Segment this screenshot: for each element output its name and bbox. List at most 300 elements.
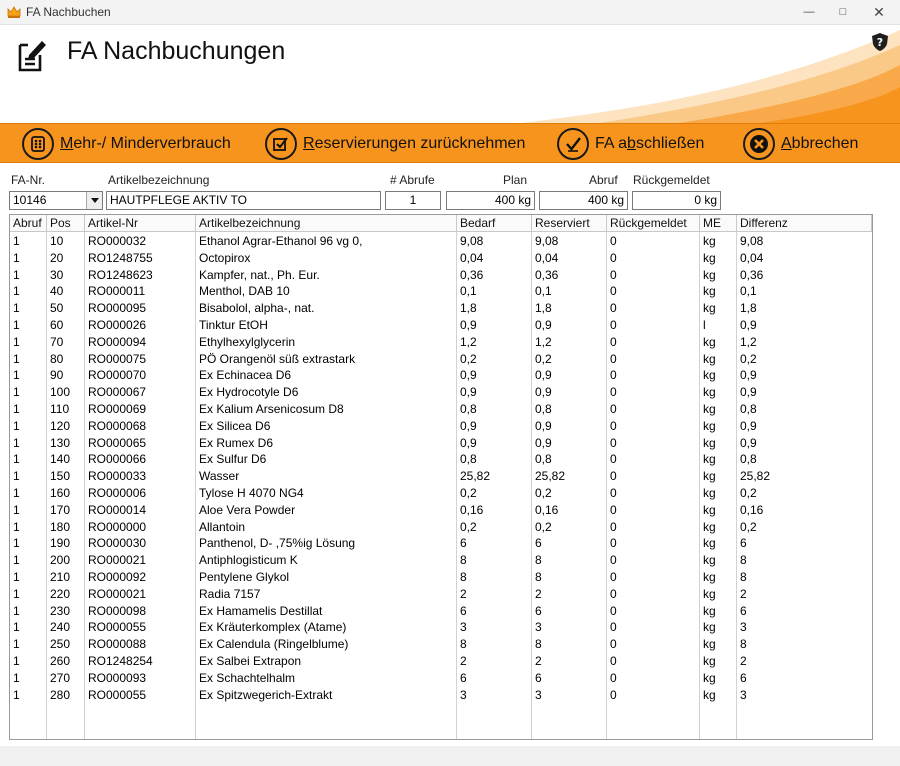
table-cell: 1 xyxy=(13,234,20,248)
table-cell: 6 xyxy=(535,603,542,618)
table-cell: 1 xyxy=(13,385,20,400)
table-cell: 160 xyxy=(50,485,71,500)
table-cell: 0,9 xyxy=(740,418,757,433)
table-cell: kg xyxy=(703,553,716,568)
table-cell: 190 xyxy=(50,536,71,551)
table-cell: RO000055 xyxy=(88,687,147,702)
abbrechen-label: Abbrechen xyxy=(781,135,859,152)
table-cell: 1 xyxy=(13,317,20,332)
table-row[interactable] xyxy=(10,250,872,267)
table-cell: 1 xyxy=(13,250,20,265)
fa-abschliessen-label: FA abschließen xyxy=(595,135,705,152)
table-cell: 2 xyxy=(460,653,467,668)
table-cell: Radia 7157 xyxy=(199,586,261,601)
table-cell: Ex Silicea D6 xyxy=(199,418,271,433)
table-cell: Ex Hydrocotyle D6 xyxy=(199,385,299,400)
table-cell: RO000006 xyxy=(88,485,147,500)
table-cell: 8 xyxy=(740,553,747,568)
table-cell: PÖ Orangenöl süß extrastark xyxy=(199,351,356,366)
column-header[interactable]: Rückgemeldet xyxy=(607,215,700,232)
rueckgemeldet-label: Rückgemeldet xyxy=(633,173,710,187)
table-cell: 3 xyxy=(740,687,747,702)
table-cell: 1 xyxy=(13,553,20,568)
table-row[interactable] xyxy=(10,687,872,704)
table-cell: 0,36 xyxy=(535,267,559,282)
table-cell: RO000065 xyxy=(88,435,147,450)
table-cell: 1 xyxy=(13,334,20,349)
table-cell: 0,2 xyxy=(535,485,552,500)
artikelbezeichnung-field[interactable]: HAUTPFLEGE AKTIV TO xyxy=(106,191,381,210)
grid-dots-icon xyxy=(22,128,54,160)
fa-nr-label: FA-Nr. xyxy=(11,173,46,187)
column-header[interactable]: Pos xyxy=(47,215,85,232)
table-cell: 0,1 xyxy=(740,284,757,299)
column-header[interactable]: Bedarf xyxy=(457,215,532,232)
table-cell: Aloe Vera Powder xyxy=(199,502,296,517)
table-cell: 230 xyxy=(50,603,71,618)
table-header xyxy=(10,215,872,232)
table-cell: RO000033 xyxy=(88,469,147,484)
table-cell: 0 xyxy=(610,250,617,265)
table-cell: 3 xyxy=(460,687,467,702)
table-cell: 6 xyxy=(740,670,747,685)
cancel-x-icon xyxy=(743,128,775,160)
table-cell: RO000011 xyxy=(88,284,146,299)
table-cell: 0,9 xyxy=(460,435,477,450)
table-cell: 8 xyxy=(535,569,542,584)
table-cell: Wasser xyxy=(199,469,240,484)
table-cell: 1 xyxy=(13,301,20,316)
table-cell: 0,36 xyxy=(740,267,764,282)
table-cell: 1 xyxy=(13,620,20,635)
material-table[interactable] xyxy=(9,214,873,740)
fa-abschliessen-button[interactable] xyxy=(557,128,704,160)
table-cell: kg xyxy=(703,452,716,467)
table-cell: 1,8 xyxy=(535,301,552,316)
status-bar xyxy=(0,746,900,766)
column-header[interactable]: ME xyxy=(700,215,737,232)
fa-header-form xyxy=(0,165,900,213)
table-cell: 260 xyxy=(50,653,71,668)
table-cell: 1,2 xyxy=(535,334,552,349)
table-cell: 0 xyxy=(610,620,617,635)
table-cell: kg xyxy=(703,351,716,366)
table-cell: RO000014 xyxy=(88,502,147,517)
table-cell: Ex Sulfur D6 xyxy=(199,452,267,467)
table-cell: RO000094 xyxy=(88,334,147,349)
rueckgemeldet-field[interactable]: 0 kg xyxy=(632,191,721,210)
table-cell: 1 xyxy=(13,401,20,416)
table-cell: 0,9 xyxy=(535,385,552,400)
table-cell: 0,2 xyxy=(535,351,552,366)
table-cell: 0 xyxy=(610,301,617,316)
table-cell: RO000068 xyxy=(88,418,147,433)
table-cell: 0,2 xyxy=(535,519,552,534)
table-cell: 1 xyxy=(13,637,20,652)
table-cell: 130 xyxy=(50,435,71,450)
table-cell: 8 xyxy=(460,637,467,652)
table-row[interactable] xyxy=(10,619,872,636)
table-cell: 1 xyxy=(13,569,20,584)
table-cell: Ex Hamamelis Destillat xyxy=(199,603,323,618)
table-cell: l xyxy=(703,317,706,332)
table-cell: Ex Schachtelhalm xyxy=(199,670,296,685)
table-cell: 0,9 xyxy=(460,418,477,433)
table-row[interactable] xyxy=(10,367,872,384)
table-cell: 1 xyxy=(13,267,20,282)
artikelbezeichnung-label: Artikelbezeichnung xyxy=(108,173,210,187)
table-row[interactable] xyxy=(10,519,872,536)
table-cell: 9,08 xyxy=(535,234,559,248)
table-row[interactable] xyxy=(10,300,872,317)
abbrechen-button[interactable] xyxy=(743,128,858,160)
maximize-button[interactable]: □ xyxy=(839,6,847,18)
table-cell: 0,9 xyxy=(460,385,477,400)
table-cell: 2 xyxy=(460,586,467,601)
table-row[interactable] xyxy=(10,468,872,485)
table-cell: 0,2 xyxy=(740,485,757,500)
table-cell: RO000000 xyxy=(88,519,147,534)
table-cell: 0 xyxy=(610,519,617,534)
abruf-label: Abruf xyxy=(589,173,618,187)
table-cell: 0,9 xyxy=(535,418,552,433)
table-cell: 0 xyxy=(610,502,617,517)
table-row[interactable] xyxy=(10,586,872,603)
table-cell: 0,2 xyxy=(460,519,477,534)
table-cell: 0,04 xyxy=(460,250,484,265)
table-cell: Tinktur EtOH xyxy=(199,317,268,332)
table-cell: 0,2 xyxy=(460,485,477,500)
table-row[interactable] xyxy=(10,653,872,670)
table-cell: 250 xyxy=(50,637,71,652)
table-cell: 1 xyxy=(13,435,20,450)
table-cell: 270 xyxy=(50,670,71,685)
table-row[interactable] xyxy=(10,317,872,334)
table-cell: 0 xyxy=(610,435,617,450)
table-cell: Allantoin xyxy=(199,519,246,534)
table-cell: kg xyxy=(703,284,716,299)
table-cell: 9,08 xyxy=(460,234,484,248)
table-cell: kg xyxy=(703,687,716,702)
table-cell: 1 xyxy=(13,368,20,383)
shield-question-icon[interactable] xyxy=(870,32,890,52)
table-cell: 0 xyxy=(610,637,617,652)
table-cell: 0 xyxy=(610,603,617,618)
table-cell: 0,2 xyxy=(740,351,757,366)
table-cell: 25,82 xyxy=(740,469,771,484)
table-cell: 1 xyxy=(13,687,20,702)
mehr-minderverbrauch-button[interactable] xyxy=(22,128,231,160)
mehr-minderverbrauch-label: Mehr-/ Minderverbrauch xyxy=(60,135,231,152)
table-cell: 0 xyxy=(610,418,617,433)
table-cell: 1 xyxy=(13,653,20,668)
table-cell: Ex Spitzwegerich-Extrakt xyxy=(199,687,333,702)
table-row[interactable] xyxy=(10,535,872,552)
table-cell: 0,9 xyxy=(740,435,757,450)
table-cell: 6 xyxy=(460,670,467,685)
column-header[interactable]: Artikelbezeichnung xyxy=(196,215,457,232)
close-button[interactable]: ✕ xyxy=(873,4,885,20)
table-cell: 0,2 xyxy=(460,351,477,366)
table-cell: 0 xyxy=(610,317,617,332)
table-cell: 0,1 xyxy=(535,284,552,299)
table-cell: 0,2 xyxy=(740,519,757,534)
table-cell: 10 xyxy=(50,234,64,248)
table-cell: 1 xyxy=(13,284,20,299)
table-cell: 0 xyxy=(610,586,617,601)
table-cell: 0 xyxy=(610,452,617,467)
abrufe-field[interactable]: 1 xyxy=(385,191,441,210)
title-bar xyxy=(0,0,900,25)
table-cell: RO000026 xyxy=(88,317,147,332)
abrufe-label: # Abrufe xyxy=(390,173,435,187)
column-header[interactable]: Abruf xyxy=(10,215,47,232)
table-cell: Ex Echinacea D6 xyxy=(199,368,292,383)
table-cell: 3 xyxy=(535,620,542,635)
table-cell: Tylose H 4070 NG4 xyxy=(199,485,304,500)
table-cell: 0,9 xyxy=(535,368,552,383)
table-cell: 110 xyxy=(50,401,70,416)
table-row[interactable] xyxy=(10,636,872,653)
table-row[interactable] xyxy=(10,552,872,569)
table-cell: RO000021 xyxy=(88,553,147,568)
table-cell: 0,04 xyxy=(535,250,559,265)
table-cell: 0,04 xyxy=(740,250,764,265)
table-cell: 6 xyxy=(460,536,467,551)
table-cell: 220 xyxy=(50,586,71,601)
plan-field[interactable]: 400 kg xyxy=(446,191,535,210)
table-cell: RO1248254 xyxy=(88,653,153,668)
table-cell: 1 xyxy=(13,469,20,484)
table-cell: 8 xyxy=(460,553,467,568)
table-cell: 0 xyxy=(610,401,617,416)
table-row[interactable] xyxy=(10,384,872,401)
table-cell: kg xyxy=(703,234,716,248)
table-cell: kg xyxy=(703,435,716,450)
table-cell: 0,9 xyxy=(460,368,477,383)
column-header[interactable]: Reserviert xyxy=(532,215,607,232)
table-cell: RO000095 xyxy=(88,301,147,316)
table-cell: 2 xyxy=(740,586,747,601)
document-edit-icon xyxy=(16,37,48,73)
abruf-field[interactable]: 400 kg xyxy=(539,191,628,210)
table-row[interactable] xyxy=(10,283,872,300)
table-cell: 0,9 xyxy=(740,385,757,400)
table-cell: 2 xyxy=(535,653,542,668)
chevron-down-icon[interactable] xyxy=(86,192,102,209)
table-cell: kg xyxy=(703,418,716,433)
table-cell: RO1248623 xyxy=(88,267,153,282)
table-cell: Menthol, DAB 10 xyxy=(199,284,290,299)
table-cell: Ex Salbei Extrapon xyxy=(199,653,302,668)
table-cell: 2 xyxy=(535,586,542,601)
table-row[interactable] xyxy=(10,233,872,250)
table-cell: 2 xyxy=(740,653,747,668)
table-cell: 8 xyxy=(740,569,747,584)
table-cell: 1,8 xyxy=(740,301,757,316)
table-cell: 0 xyxy=(610,351,617,366)
table-cell: 0 xyxy=(610,653,617,668)
table-cell: 0,9 xyxy=(740,317,757,332)
table-cell: 0,1 xyxy=(460,284,477,299)
table-cell: 0 xyxy=(610,687,617,702)
table-cell: kg xyxy=(703,637,716,652)
table-cell: 0 xyxy=(610,569,617,584)
table-cell: 0,16 xyxy=(535,502,559,517)
fa-nr-combobox[interactable]: 10146 xyxy=(9,191,103,210)
table-cell: kg xyxy=(703,301,716,316)
table-cell: kg xyxy=(703,401,716,416)
table-cell: Antiphlogisticum K xyxy=(199,553,298,568)
table-cell: Ethylhexylglycerin xyxy=(199,334,296,349)
reservierungen-zuruecknehmen-label: Reservierungen zurücknehmen xyxy=(303,135,526,152)
table-cell: 3 xyxy=(740,620,747,635)
table-body xyxy=(10,233,872,703)
table-cell: 8 xyxy=(535,637,542,652)
reservierungen-zuruecknehmen-button[interactable] xyxy=(265,128,525,160)
table-cell: 0 xyxy=(610,469,617,484)
table-cell: Ex Rumex D6 xyxy=(199,435,274,450)
table-cell: 40 xyxy=(50,284,64,299)
svg-text:?: ? xyxy=(876,36,884,49)
table-cell: Pentylene Glykol xyxy=(199,569,290,584)
table-cell: 0 xyxy=(610,368,617,383)
table-cell: 0,8 xyxy=(535,401,552,416)
table-cell: 50 xyxy=(50,301,64,316)
table-cell: 0 xyxy=(610,334,617,349)
table-cell: 0,8 xyxy=(535,452,552,467)
table-cell: Octopirox xyxy=(199,250,251,265)
table-cell: Bisabolol, alpha-, nat. xyxy=(199,301,315,316)
crown-app-icon xyxy=(7,6,21,19)
table-cell: 0,8 xyxy=(460,401,477,416)
table-cell: 0,8 xyxy=(740,452,757,467)
table-cell: Ex Calendula (Ringelblume) xyxy=(199,637,349,652)
table-cell: RO000055 xyxy=(88,620,147,635)
table-cell: 0,9 xyxy=(740,368,757,383)
table-row[interactable] xyxy=(10,334,872,351)
check-circle-icon xyxy=(557,128,589,160)
table-cell: 280 xyxy=(50,687,71,702)
table-cell: kg xyxy=(703,469,716,484)
column-header[interactable]: Differenz xyxy=(737,215,872,232)
table-row[interactable] xyxy=(10,401,872,418)
table-cell: 1 xyxy=(13,670,20,685)
table-cell: 70 xyxy=(50,334,64,349)
table-cell: RO000092 xyxy=(88,569,147,584)
table-cell: Kampfer, nat., Ph. Eur. xyxy=(199,267,320,282)
minimize-button[interactable]: — xyxy=(803,6,815,18)
table-row[interactable] xyxy=(10,485,872,502)
table-cell: 6 xyxy=(740,536,747,551)
plan-label: Plan xyxy=(503,173,528,187)
table-row[interactable] xyxy=(10,502,872,519)
table-cell: 180 xyxy=(50,519,71,534)
table-cell: 0 xyxy=(610,284,617,299)
table-row[interactable] xyxy=(10,435,872,452)
table-cell: 1 xyxy=(13,502,20,517)
table-cell: kg xyxy=(703,250,716,265)
table-cell: 100 xyxy=(50,385,71,400)
table-cell: kg xyxy=(703,586,716,601)
table-cell: RO000032 xyxy=(88,234,147,248)
table-cell: kg xyxy=(703,502,716,517)
table-cell: 20 xyxy=(50,250,64,265)
table-cell: 1 xyxy=(13,519,20,534)
table-cell: 1 xyxy=(13,586,20,601)
table-cell: 0,9 xyxy=(460,317,477,332)
table-cell: 0 xyxy=(610,670,617,685)
table-cell: 80 xyxy=(50,351,64,366)
table-cell: kg xyxy=(703,536,716,551)
table-cell: RO000098 xyxy=(88,603,147,618)
table-cell: RO000066 xyxy=(88,452,147,467)
table-cell: 0 xyxy=(610,267,617,282)
table-cell: 210 xyxy=(50,569,71,584)
page-title: FA Nachbuchungen xyxy=(67,37,286,65)
table-cell: RO000088 xyxy=(88,637,147,652)
table-cell: 0,9 xyxy=(535,435,552,450)
table-row[interactable] xyxy=(10,670,872,687)
header-banner xyxy=(0,25,900,123)
table-cell: 0 xyxy=(610,385,617,400)
table-cell: 1 xyxy=(13,603,20,618)
table-cell: 0 xyxy=(610,536,617,551)
table-cell: RO000093 xyxy=(88,670,147,685)
table-cell: 140 xyxy=(50,452,71,467)
table-cell: RO000075 xyxy=(88,351,147,366)
table-row[interactable] xyxy=(10,451,872,468)
table-cell: 170 xyxy=(50,502,71,517)
table-cell: Ethanol Agrar-Ethanol 96 vg 0, xyxy=(199,234,363,248)
table-cell: kg xyxy=(703,569,716,584)
table-cell: Panthenol, D- ,75%ig Lösung xyxy=(199,536,356,551)
table-row[interactable] xyxy=(10,267,872,284)
table-cell: 6 xyxy=(740,603,747,618)
table-cell: 1,8 xyxy=(460,301,477,316)
table-cell: 8 xyxy=(460,569,467,584)
table-row[interactable] xyxy=(10,603,872,620)
table-cell: 1,2 xyxy=(460,334,477,349)
table-cell: 30 xyxy=(50,267,64,282)
action-toolbar xyxy=(0,123,900,163)
table-cell: 3 xyxy=(460,620,467,635)
table-cell: RO000069 xyxy=(88,401,147,416)
table-cell: 1 xyxy=(13,351,20,366)
table-cell: RO1248755 xyxy=(88,250,153,265)
table-cell: kg xyxy=(703,485,716,500)
table-cell: RO000021 xyxy=(88,586,147,601)
table-cell: 6 xyxy=(535,670,542,685)
table-row[interactable] xyxy=(10,351,872,368)
table-cell: 200 xyxy=(50,553,71,568)
column-header[interactable]: Artikel-Nr xyxy=(85,215,196,232)
table-cell: 25,82 xyxy=(460,469,491,484)
table-cell: 150 xyxy=(50,469,71,484)
window-title: FA Nachbuchen xyxy=(26,5,111,19)
table-cell: 9,08 xyxy=(740,234,764,248)
table-cell: 0,9 xyxy=(535,317,552,332)
table-cell: 0,8 xyxy=(460,452,477,467)
table-cell: 0,8 xyxy=(740,401,757,416)
table-cell: 0,16 xyxy=(740,502,764,517)
table-cell: kg xyxy=(703,620,716,635)
table-row[interactable] xyxy=(10,569,872,586)
table-cell: 0,36 xyxy=(460,267,484,282)
table-row[interactable] xyxy=(10,418,872,435)
table-cell: 8 xyxy=(535,553,542,568)
table-cell: 6 xyxy=(535,536,542,551)
